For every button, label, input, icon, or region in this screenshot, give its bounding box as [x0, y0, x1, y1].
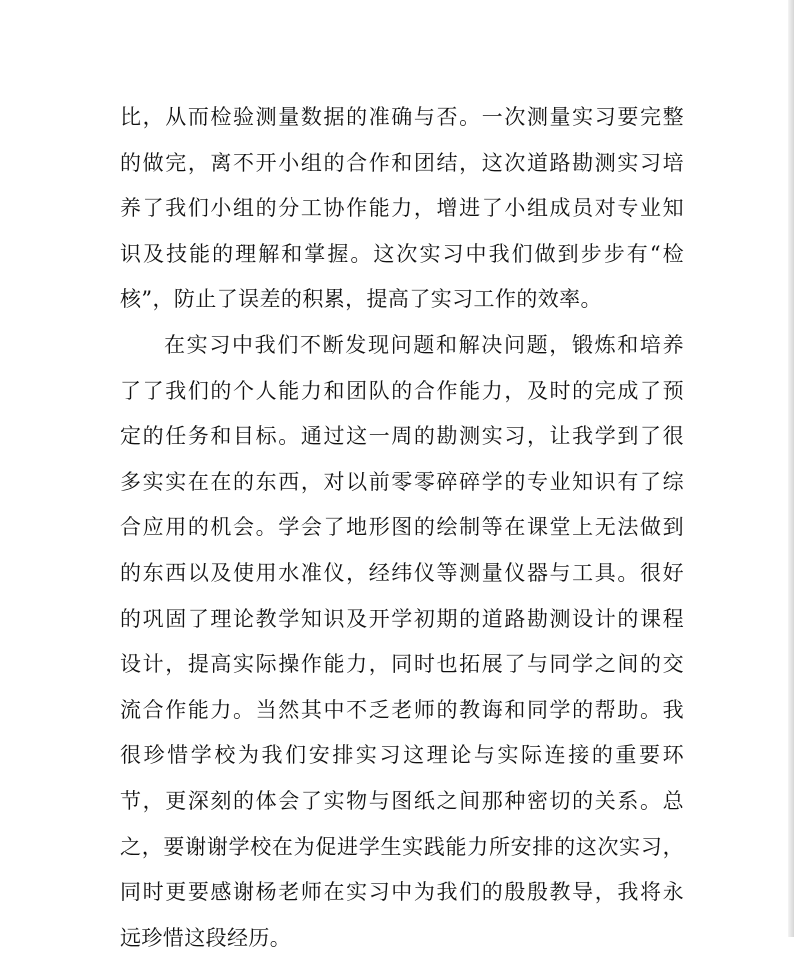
paragraph-2-line-10: 很珍惜学校为我们安排实习这理论与实际连接的重要环	[120, 743, 684, 768]
document-body	[120, 95, 684, 961]
paragraph-1-line-5: 核”，防止了误差的积累，提高了实习工作的效率。	[120, 287, 602, 312]
paragraph-1-line-4: 识及技能的理解和掌握。这次实习中我们做到步步有“检	[120, 241, 684, 266]
page-edge-shadow	[788, 0, 794, 937]
paragraph-2-line-8: 设计，提高实际操作能力，同时也拓展了与同学之间的交	[120, 652, 684, 677]
paragraph-2-line-4: 多实实在在的东西，对以前零零碎碎学的专业知识有了综	[120, 469, 684, 494]
paragraph-2-line-13: 同时更要感谢杨老师在实习中为我们的殷殷教导，我将永	[120, 880, 684, 905]
paragraph-2-line-12: 之，要谢谢学校在为促进学生实践能力所安排的这次实习，	[120, 834, 684, 859]
paragraph-2-line-9: 流合作能力。当然其中不乏老师的教诲和同学的帮助。我	[120, 697, 684, 722]
paragraph-2-line-5: 合应用的机会。学会了地形图的绘制等在课堂上无法做到	[120, 515, 684, 540]
paragraph-2-line-11: 节，更深刻的体会了实物与图纸之间那种密切的关系。总	[120, 788, 684, 813]
paragraph-2-line-1: 在实习中我们不断发现问题和解决问题，锻炼和培养	[164, 332, 684, 357]
paragraph-2-line-2: 了了我们的个人能力和团队的合作能力，及时的完成了预	[120, 378, 684, 403]
paragraph-1-line-2: 的做完，离不开小组的合作和团结，这次道路勘测实习培	[120, 150, 684, 175]
paragraph-2-line-3: 定的任务和目标。通过这一周的勘测实习，让我学到了很	[120, 424, 684, 449]
paragraph-2-line-6: 的东西以及使用水准仪，经纬仪等测量仪器与工具。很好	[120, 560, 684, 585]
paragraph-2-line-7: 的巩固了理论教学知识及开学初期的道路勘测设计的课程	[120, 606, 684, 631]
paragraph-1-line-1: 比，从而检验测量数据的准确与否。一次测量实习要完整	[120, 105, 684, 129]
paragraph-2-line-14: 远珍惜这段经历。	[120, 925, 292, 950]
paragraph-1-line-3: 养了我们小组的分工协作能力，增进了小组成员对专业知	[120, 196, 684, 221]
